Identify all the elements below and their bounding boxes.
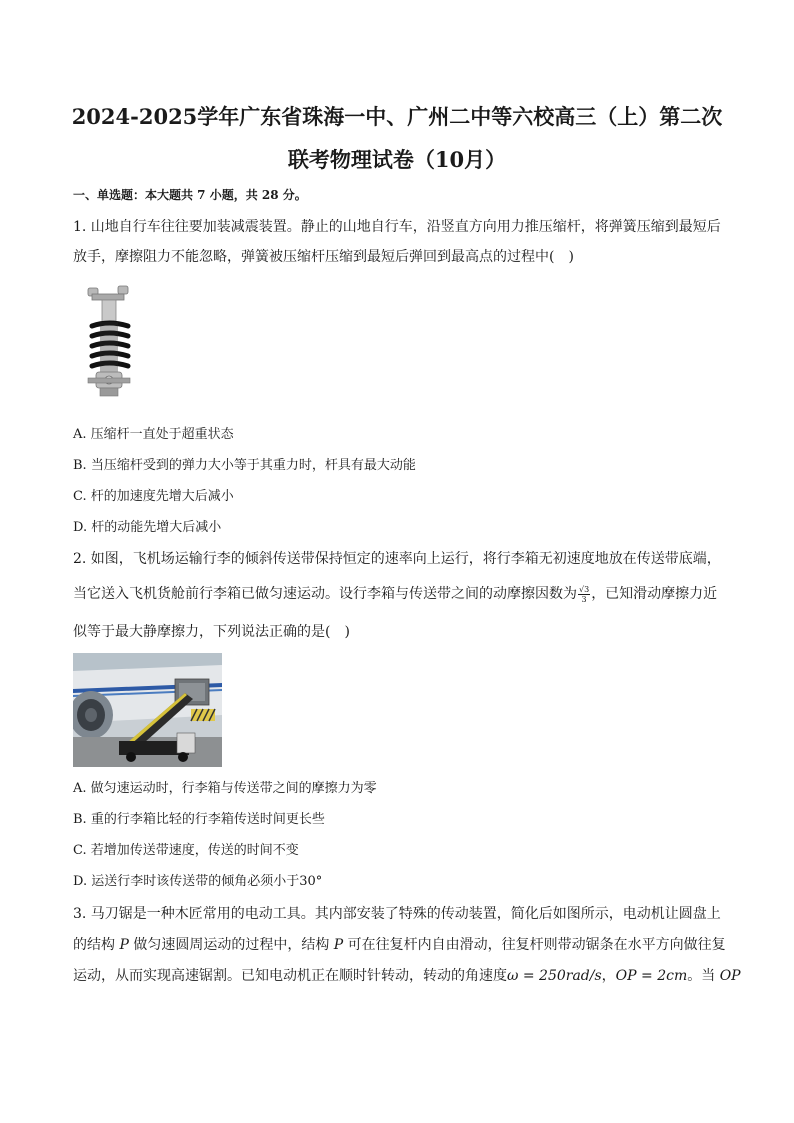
op-expression: OP = 2cm: [615, 968, 688, 984]
q1-option-d: D. 杆的动能先增大后减小: [73, 520, 222, 535]
q1-option-c: C. 杆的加速度先增大后减小: [73, 489, 234, 504]
q1-option-b: B. 当压缩杆受到的弹力大小等于其重力时，杆具有最大动能: [73, 458, 416, 473]
q1-stem-line2: 放手，摩擦阻力不能忽略，弹簧被压缩杆压缩到最短后弹回到最高点的过程中( ): [73, 249, 574, 265]
q3-line3-sep: ，: [601, 968, 616, 984]
q2-stem-line2-part1: 当它送入飞机货舱前行李箱已做匀速运动。设行李箱与传送带之间的动摩擦因数为: [73, 586, 577, 602]
q1-option-a: A. 压缩杆一直处于超重状态: [73, 427, 234, 442]
spring-shock-absorber-figure: [82, 282, 144, 404]
omega-expression: ω = 250rad/s: [507, 968, 602, 984]
variable-p: P: [119, 937, 129, 953]
q3-line3-part2: 。当: [687, 968, 720, 984]
q3-stem-line3: [73, 966, 741, 986]
variable-p-2: P: [333, 937, 344, 953]
q2-option-d: D. 运送行李时该传送带的倾角必须小于30°: [73, 874, 323, 889]
q3-line2-part2: 做匀速圆周运动的过程中，结构: [128, 937, 334, 953]
q1-stem-line1: 1. 山地自行车往往要加装减震装置。静止的山地自行车，沿竖直方向用力推压缩杆，将弹簧压缩到最短后: [73, 219, 721, 235]
sqrt3-over-3-fraction: [578, 585, 590, 604]
q2-option-b: B. 重的行李箱比轻的行李箱传送时间更长些: [73, 812, 325, 827]
fraction-denominator: 3: [581, 594, 587, 604]
q2-option-c: C. 若增加传送带速度，传送的时间不变: [73, 843, 299, 858]
q3-line2-part1: 的结构: [73, 937, 120, 953]
exam-title-line1: 2024-2025学年广东省珠海一中、广州二中等六校高三（上）第二次: [71, 104, 723, 129]
q2-option-a: A. 做匀速运动时，行李箱与传送带之间的摩擦力为零: [73, 781, 377, 796]
q2-stem-line3: 似等于最大静摩擦力，下列说法正确的是( ): [73, 624, 350, 640]
section-heading: 一、单选题：本大题共 7 小题，共 28 分。: [73, 188, 307, 202]
variable-op: OP: [719, 968, 741, 984]
airport-conveyor-photo: [73, 653, 222, 767]
q3-stem-line2: [73, 935, 726, 955]
q2-stem-line2-part2: ，已知滑动摩擦力近: [591, 586, 718, 602]
q3-stem-line1: 3. 马刀锯是一种木匠常用的电动工具。其内部安装了特殊的传动装置，简化后如图所示，电动机让圆盘上: [73, 906, 721, 922]
q2-stem-line1: 2. 如图，飞机场运输行李的倾斜传送带保持恒定的速率向上运行，将行李箱无初速度地放在传送带底端，: [73, 551, 721, 567]
q2-stem-line2: [73, 584, 723, 604]
q3-line3-part1: 运动，从而实现高速锯割。已知电动机正在顺时针转动，转动的角速度: [73, 968, 507, 984]
fraction-numerator: √3: [579, 584, 590, 594]
exam-title-line2: 联考物理试卷（10月）: [287, 147, 507, 172]
q3-line2-part3: 可在往复杆内自由滑动，往复杆则带动锯条在水平方向做往复: [343, 937, 726, 953]
